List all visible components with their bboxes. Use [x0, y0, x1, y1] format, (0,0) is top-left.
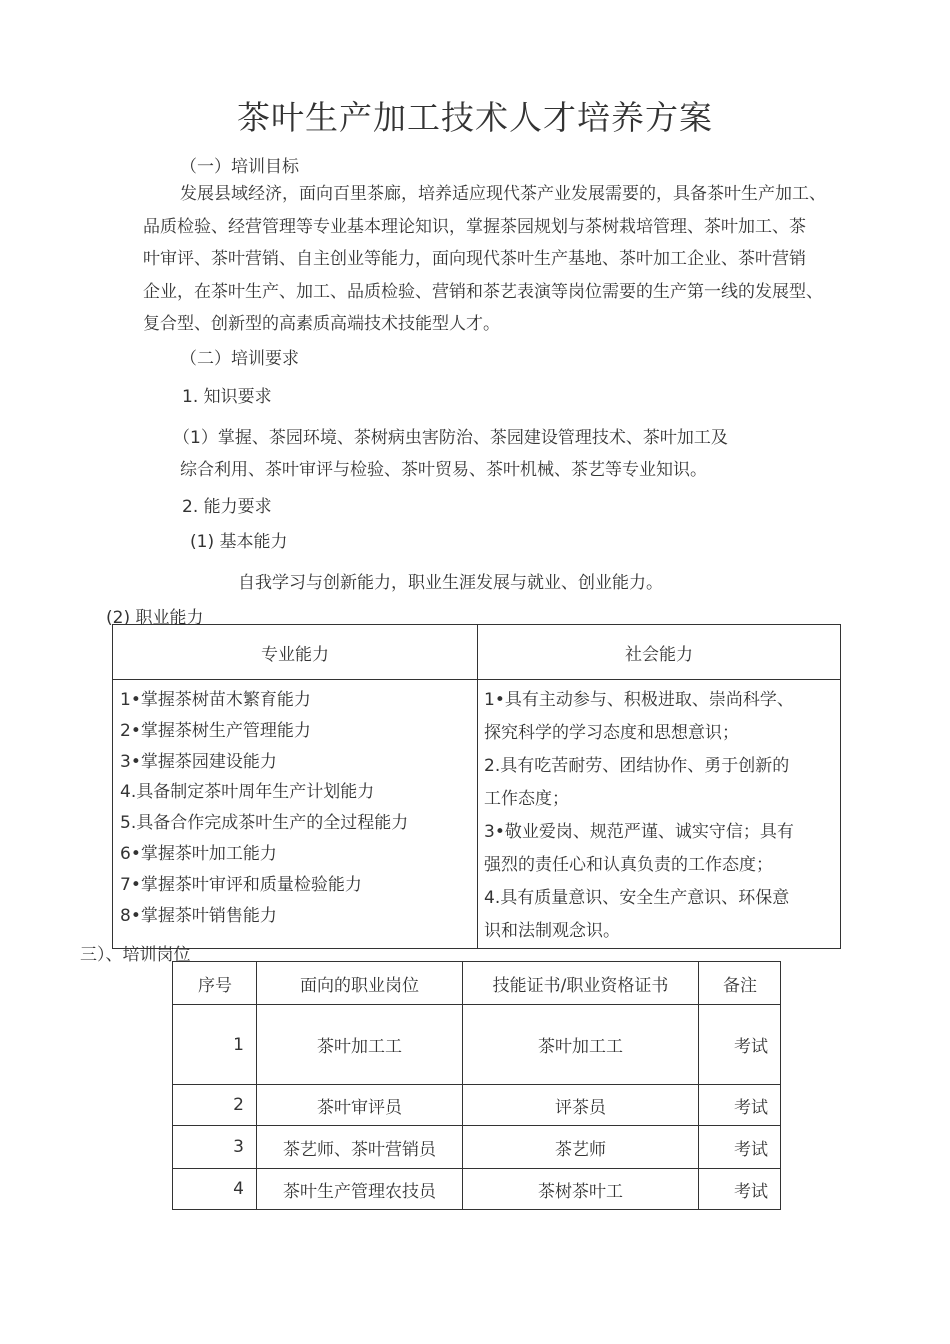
- cell-post: 茶叶加工工: [257, 1005, 463, 1085]
- cell-remark: 考试: [699, 1085, 781, 1126]
- header-post: 面向的职业岗位: [257, 962, 463, 1005]
- table-row: [173, 1169, 781, 1210]
- list-item: 4.具备制定茶叶周年生产计划能力: [120, 782, 375, 803]
- header-social: 社会能力: [478, 625, 841, 680]
- basic-ability-text: 自我学习与创新能力，职业生涯发展与就业、创业能力。: [238, 573, 663, 593]
- cell-certificate: 评茶员: [463, 1085, 699, 1126]
- paragraph-line: 发展县域经济，面向百里茶廊，培养适应现代茶产业发展需要的，具备茶叶生产加工、: [180, 184, 826, 204]
- list-item: 6•掌握茶叶加工能力: [120, 843, 277, 864]
- list-item: 工作态度；: [484, 789, 569, 809]
- header-index: 序号: [173, 962, 257, 1005]
- cell-post: 茶叶审评员: [257, 1085, 463, 1126]
- header-certificate: 技能证书/职业资格证书: [463, 962, 699, 1005]
- basic-ability-heading: (1) 基本能力: [190, 532, 288, 552]
- cell-index: 4: [173, 1169, 257, 1210]
- section1-heading: （一）培训目标: [180, 157, 299, 177]
- cell-index: 1: [173, 1005, 257, 1085]
- social-abilities-cell: [478, 680, 841, 949]
- paragraph-line: 叶审评、茶叶营销、自主创业等能力，面向现代茶叶生产基地、茶叶加工企业、茶叶营销: [143, 249, 806, 269]
- page-title: 茶叶生产加工技术人才培养方案: [237, 98, 713, 137]
- list-item: 3•敬业爱岗、规范严谨、诚实守信；具有: [484, 822, 794, 842]
- table-header-row: [173, 962, 781, 1005]
- paragraph-line: 品质检验、经营管理等专业基本理论知识，掌握茶园规划与茶树栽培管理、茶叶加工、茶: [143, 216, 806, 237]
- knowledge-line-2: 综合利用、茶叶审评与检验、茶叶贸易、茶叶机械、茶艺等专业知识。: [180, 460, 707, 480]
- list-item: 8•掌握茶叶销售能力: [120, 905, 277, 926]
- list-item: 7•掌握茶叶审评和质量检验能力: [120, 874, 362, 895]
- training-post-table: [172, 961, 781, 1210]
- header-remark: 备注: [699, 962, 781, 1005]
- list-item: 1•掌握茶树苗木繁育能力: [120, 690, 311, 710]
- cell-post: 茶艺师、茶叶营销员: [257, 1126, 463, 1169]
- knowledge-heading: 1. 知识要求: [182, 387, 272, 407]
- cell-certificate: 茶艺师: [463, 1126, 699, 1169]
- header-professional: 专业能力: [113, 625, 478, 680]
- list-item: 3•掌握茶园建设能力: [120, 751, 277, 772]
- list-item: 识和法制观念识。: [484, 921, 620, 941]
- ability-table: [112, 624, 841, 949]
- list-item: 强烈的责任心和认真负责的工作态度；: [484, 855, 773, 875]
- cell-certificate: 茶叶加工工: [463, 1005, 699, 1085]
- list-item: 2.具有吃苦耐劳、团结协作、勇于创新的: [484, 756, 790, 776]
- list-item: 4.具有质量意识、安全生产意识、环保意: [484, 888, 790, 908]
- cell-remark: 考试: [699, 1005, 781, 1085]
- table-row: [173, 1126, 781, 1169]
- cell-remark: 考试: [699, 1169, 781, 1210]
- cell-index: 3: [173, 1126, 257, 1169]
- list-item: 探究科学的学习态度和思想意识；: [484, 723, 739, 743]
- list-item: 2•掌握茶树生产管理能力: [120, 720, 311, 741]
- knowledge-line-1: （1）掌握、茶园环境、茶树病虫害防治、茶园建设管理技术、茶叶加工及: [173, 428, 728, 448]
- section3-heading: 三）、培训岗位: [80, 945, 191, 965]
- table-header-row: [113, 625, 841, 680]
- paragraph-line: 企业，在茶叶生产、加工、品质检验、营销和茶艺表演等岗位需要的生产第一线的发展型、: [143, 281, 823, 302]
- list-item: 1•具有主动参与、积极进取、崇尚科学、: [484, 690, 794, 710]
- list-item: 5.具备合作完成茶叶生产的全过程能力: [120, 813, 409, 834]
- paragraph-line: 复合型、创新型的高素质高端技术技能型人才。: [143, 314, 500, 334]
- training-goal-paragraph: [143, 178, 913, 341]
- cell-post: 茶叶生产管理农技员: [257, 1169, 463, 1210]
- table-row: [173, 1085, 781, 1126]
- cell-index: 2: [173, 1085, 257, 1126]
- section2-heading: （二）培训要求: [180, 349, 299, 369]
- career-ability-heading: (2) 职业能力: [106, 608, 204, 628]
- ability-heading: 2. 能力要求: [182, 497, 272, 517]
- table-row: [173, 1005, 781, 1085]
- cell-certificate: 茶树茶叶工: [463, 1169, 699, 1210]
- professional-abilities-cell: [113, 680, 478, 949]
- table-row: [113, 680, 841, 949]
- cell-remark: 考试: [699, 1126, 781, 1169]
